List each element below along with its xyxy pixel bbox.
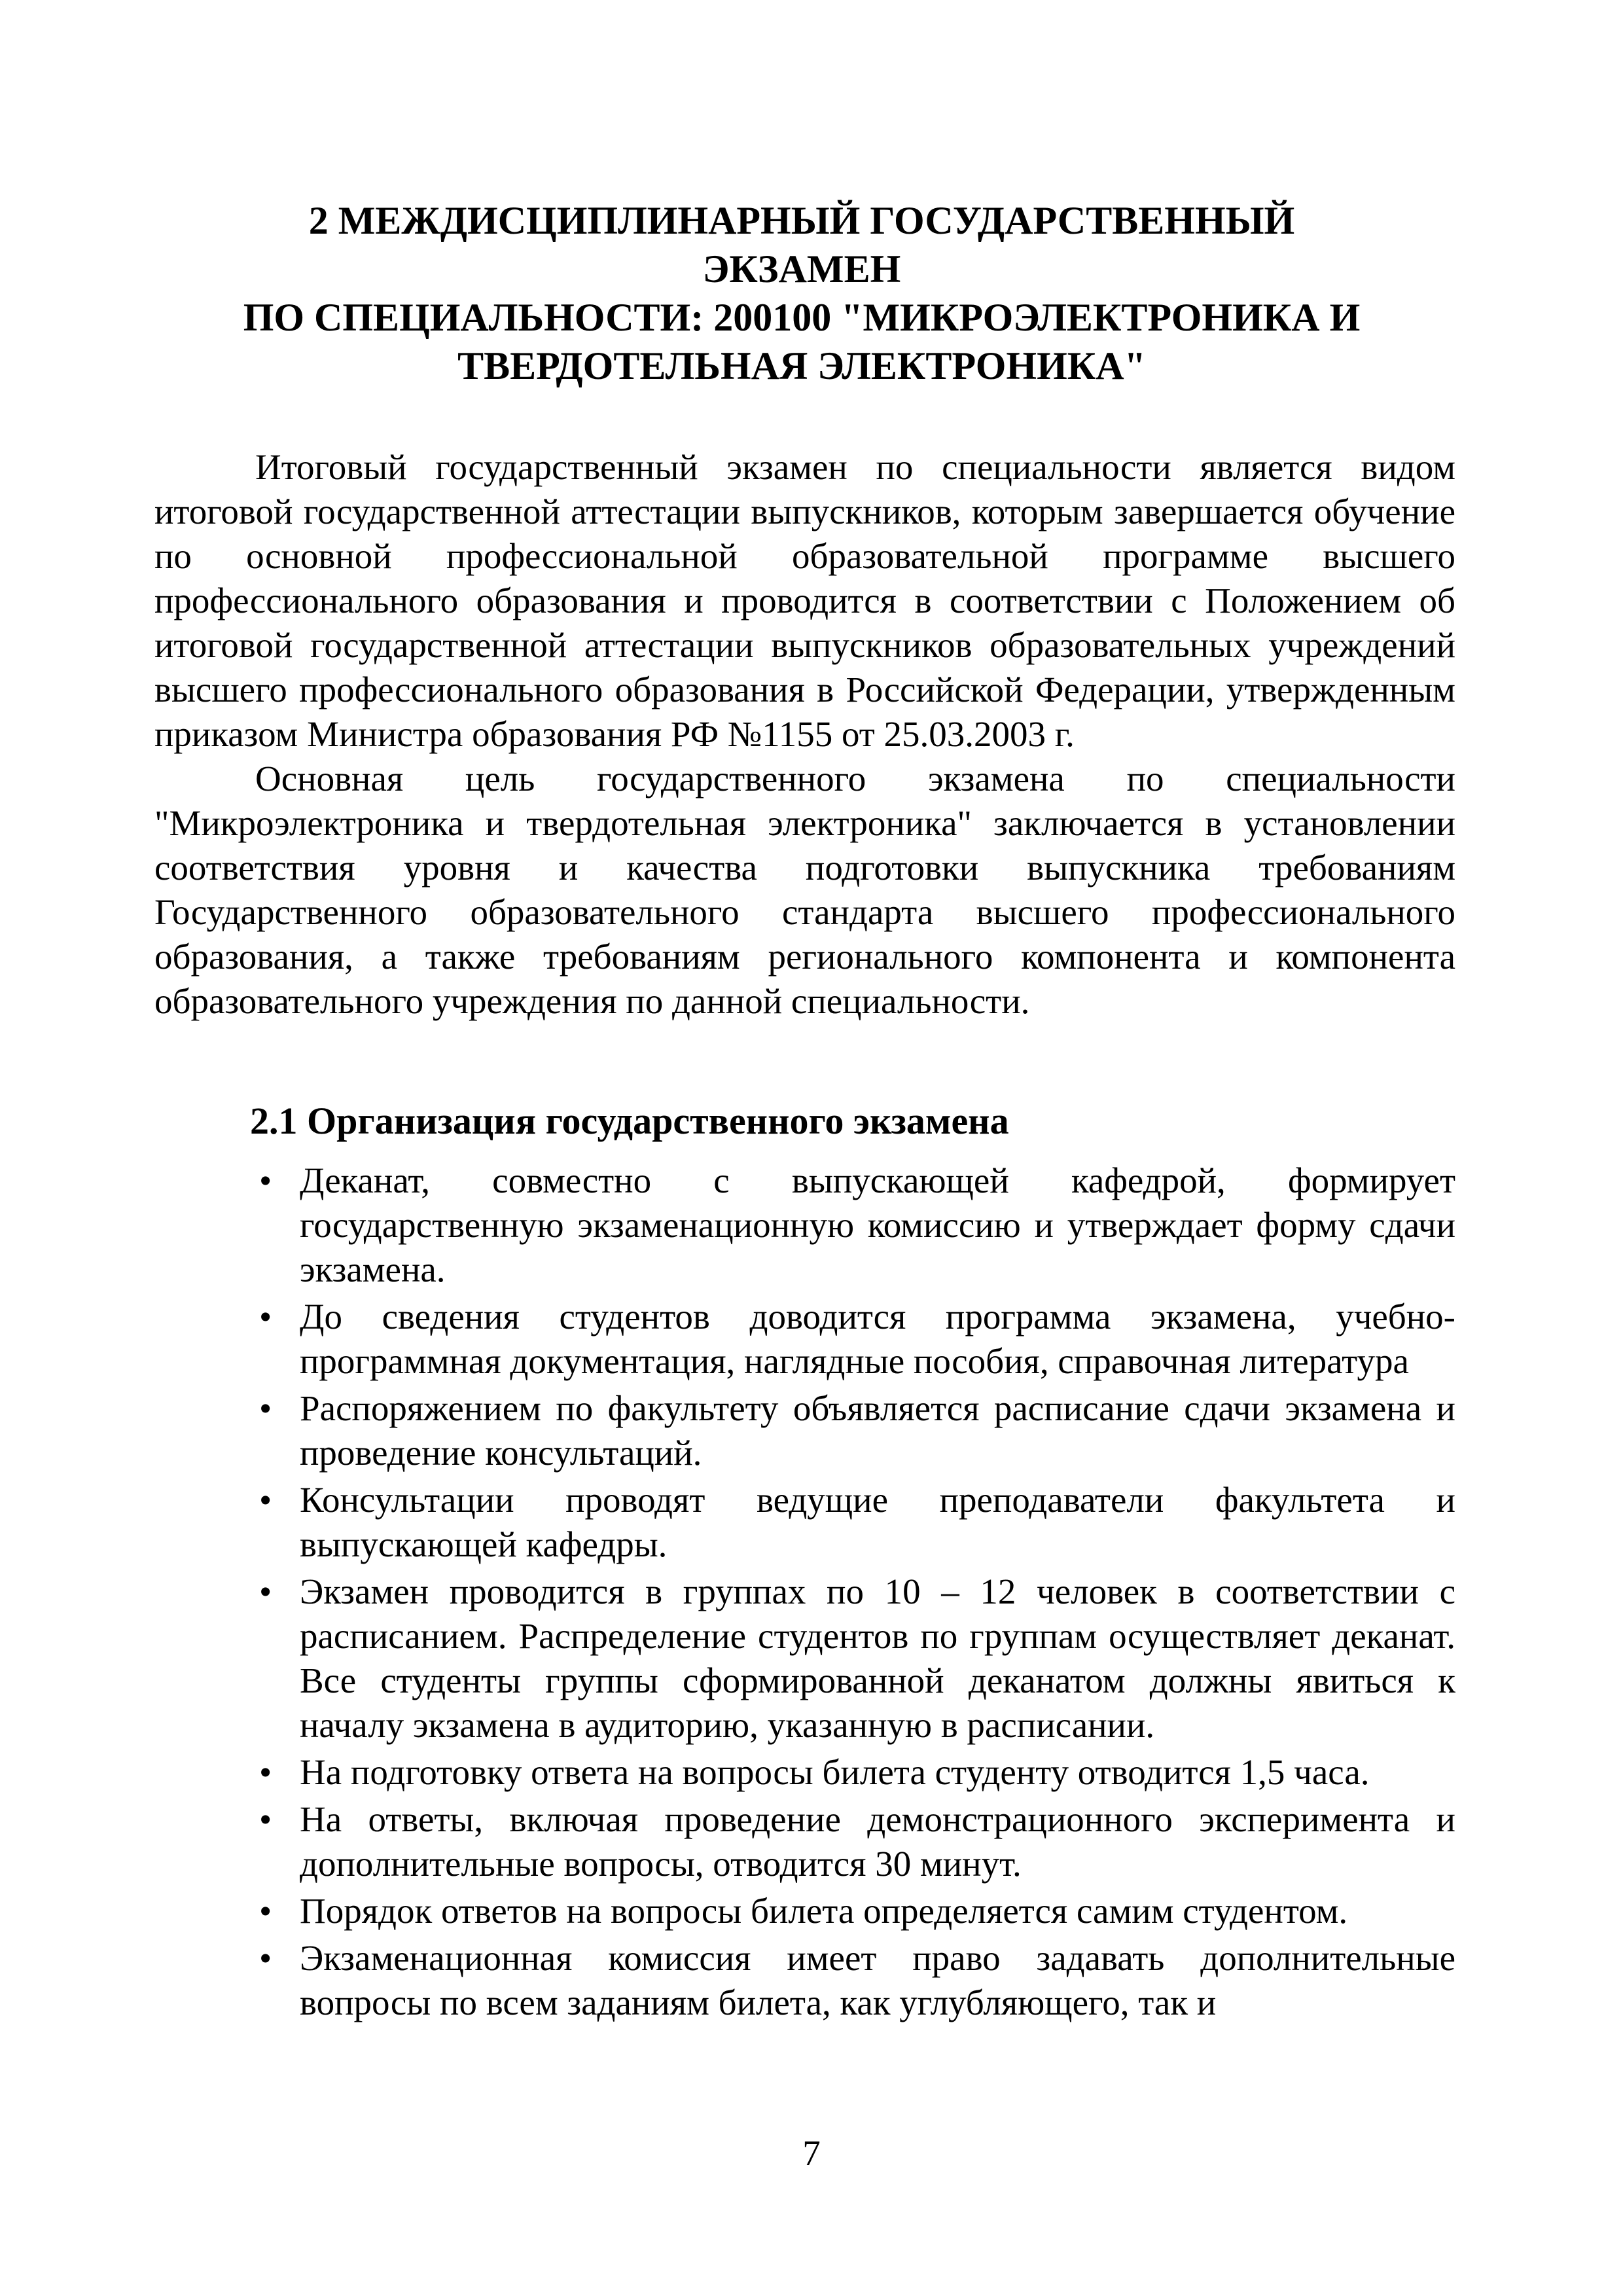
bullet-icon: •	[259, 1799, 272, 1839]
chapter-title-line: ЭКЗАМЕН	[702, 247, 901, 291]
bullet-icon: •	[259, 1938, 272, 1978]
bullet-icon: •	[259, 1891, 272, 1931]
paragraph: Основная цель государственного экзамена по специальности "Микроэлектроника и твердотельная электроника" заключается в установлении соответствия уровня и качества подготовки выпускника требованиям Государственного образовательного стандарта высшего профессионального образования, а также требованиям регионального компонента и компонента образовательного учреждения по данной специальности.	[154, 759, 1455, 1021]
list-item	[251, 1386, 1455, 1475]
list-item	[251, 1936, 1455, 2025]
list-item	[251, 1158, 1455, 1292]
bullet-icon: •	[259, 1297, 272, 1336]
list-item-text: На подготовку ответа на вопросы билета студенту отводится 1,5 часа.	[300, 1752, 1370, 1792]
chapter-title-line: ПО СПЕЦИАЛЬНОСТИ: 200100 "МИКРОЭЛЕКТРОНИКА И	[243, 296, 1361, 339]
list-item-text: До сведения студентов доводится программа экзамена, учебно-программная документация, наглядные пособия, справочная литература	[300, 1297, 1455, 1381]
bullet-icon: •	[259, 1160, 272, 1200]
list-item-text: Экзамен проводится в группах по 10 – 12 человек в соответствии с расписанием. Распределение студентов по группам осуществляет деканат. Все студенты группы сформированной деканатом должны явиться к началу экзамена в аудиторию, указанную в расписании.	[300, 1571, 1455, 1745]
chapter-title-line: ТВЕРДОТЕЛЬНАЯ ЭЛЕКТРОНИКА"	[457, 344, 1146, 387]
list-item	[251, 1889, 1455, 1933]
chapter-title	[151, 196, 1453, 390]
intro-text	[154, 445, 1455, 1024]
list-item-text: Порядок ответов на вопросы билета определяется самим студентом.	[300, 1891, 1348, 1931]
list-item-text: Деканат, совместно с выпускающей кафедрой, формирует государственную экзаменационную комиссию и утверждает форму сдачи экзамена.	[300, 1160, 1455, 1289]
bullet-icon: •	[259, 1571, 272, 1611]
list-item	[251, 1750, 1455, 1795]
section-heading: 2.1 Организация государственного экзамена	[250, 1100, 1009, 1142]
bullet-icon: •	[259, 1388, 272, 1428]
bullet-list	[251, 1158, 1455, 2028]
page-number: 7	[802, 2133, 821, 2173]
list-item	[251, 1570, 1455, 1748]
list-item-text: Распоряжением по факультету объявляется расписание сдачи экзамена и проведение консультаций.	[300, 1388, 1455, 1473]
paragraph: Итоговый государственный экзамен по специальности является видом итоговой государственной аттестации выпускников, которым завершается обучение по основной профессиональной образовательной программе высшего профессионального образования и проводится в соответствии с Положением об итоговой государственной аттестации выпускников образовательных учреждений высшего профессионального образования в Российской Федерации, утвержденным приказом Министра образования РФ №1155 от 25.03.2003 г.	[154, 447, 1455, 754]
bullet-icon: •	[259, 1752, 272, 1792]
list-item-text: Экзаменационная комиссия имеет право задавать дополнительные вопросы по всем заданиям билета, как углубляющего, так и	[300, 1938, 1455, 2022]
list-item	[251, 1295, 1455, 1384]
list-item	[251, 1797, 1455, 1886]
list-item-text: Консультации проводят ведущие преподаватели факультета и выпускающей кафедры.	[300, 1480, 1455, 1564]
bullet-icon: •	[259, 1480, 272, 1520]
list-item	[251, 1478, 1455, 1567]
chapter-title-line: 2 МЕЖДИСЦИПЛИНАРНЫЙ ГОСУДАРСТВЕННЫЙ	[308, 199, 1295, 242]
list-item-text: На ответы, включая проведение демонстрационного эксперимента и дополнительные вопросы, отводится 30 минут.	[300, 1799, 1455, 1884]
